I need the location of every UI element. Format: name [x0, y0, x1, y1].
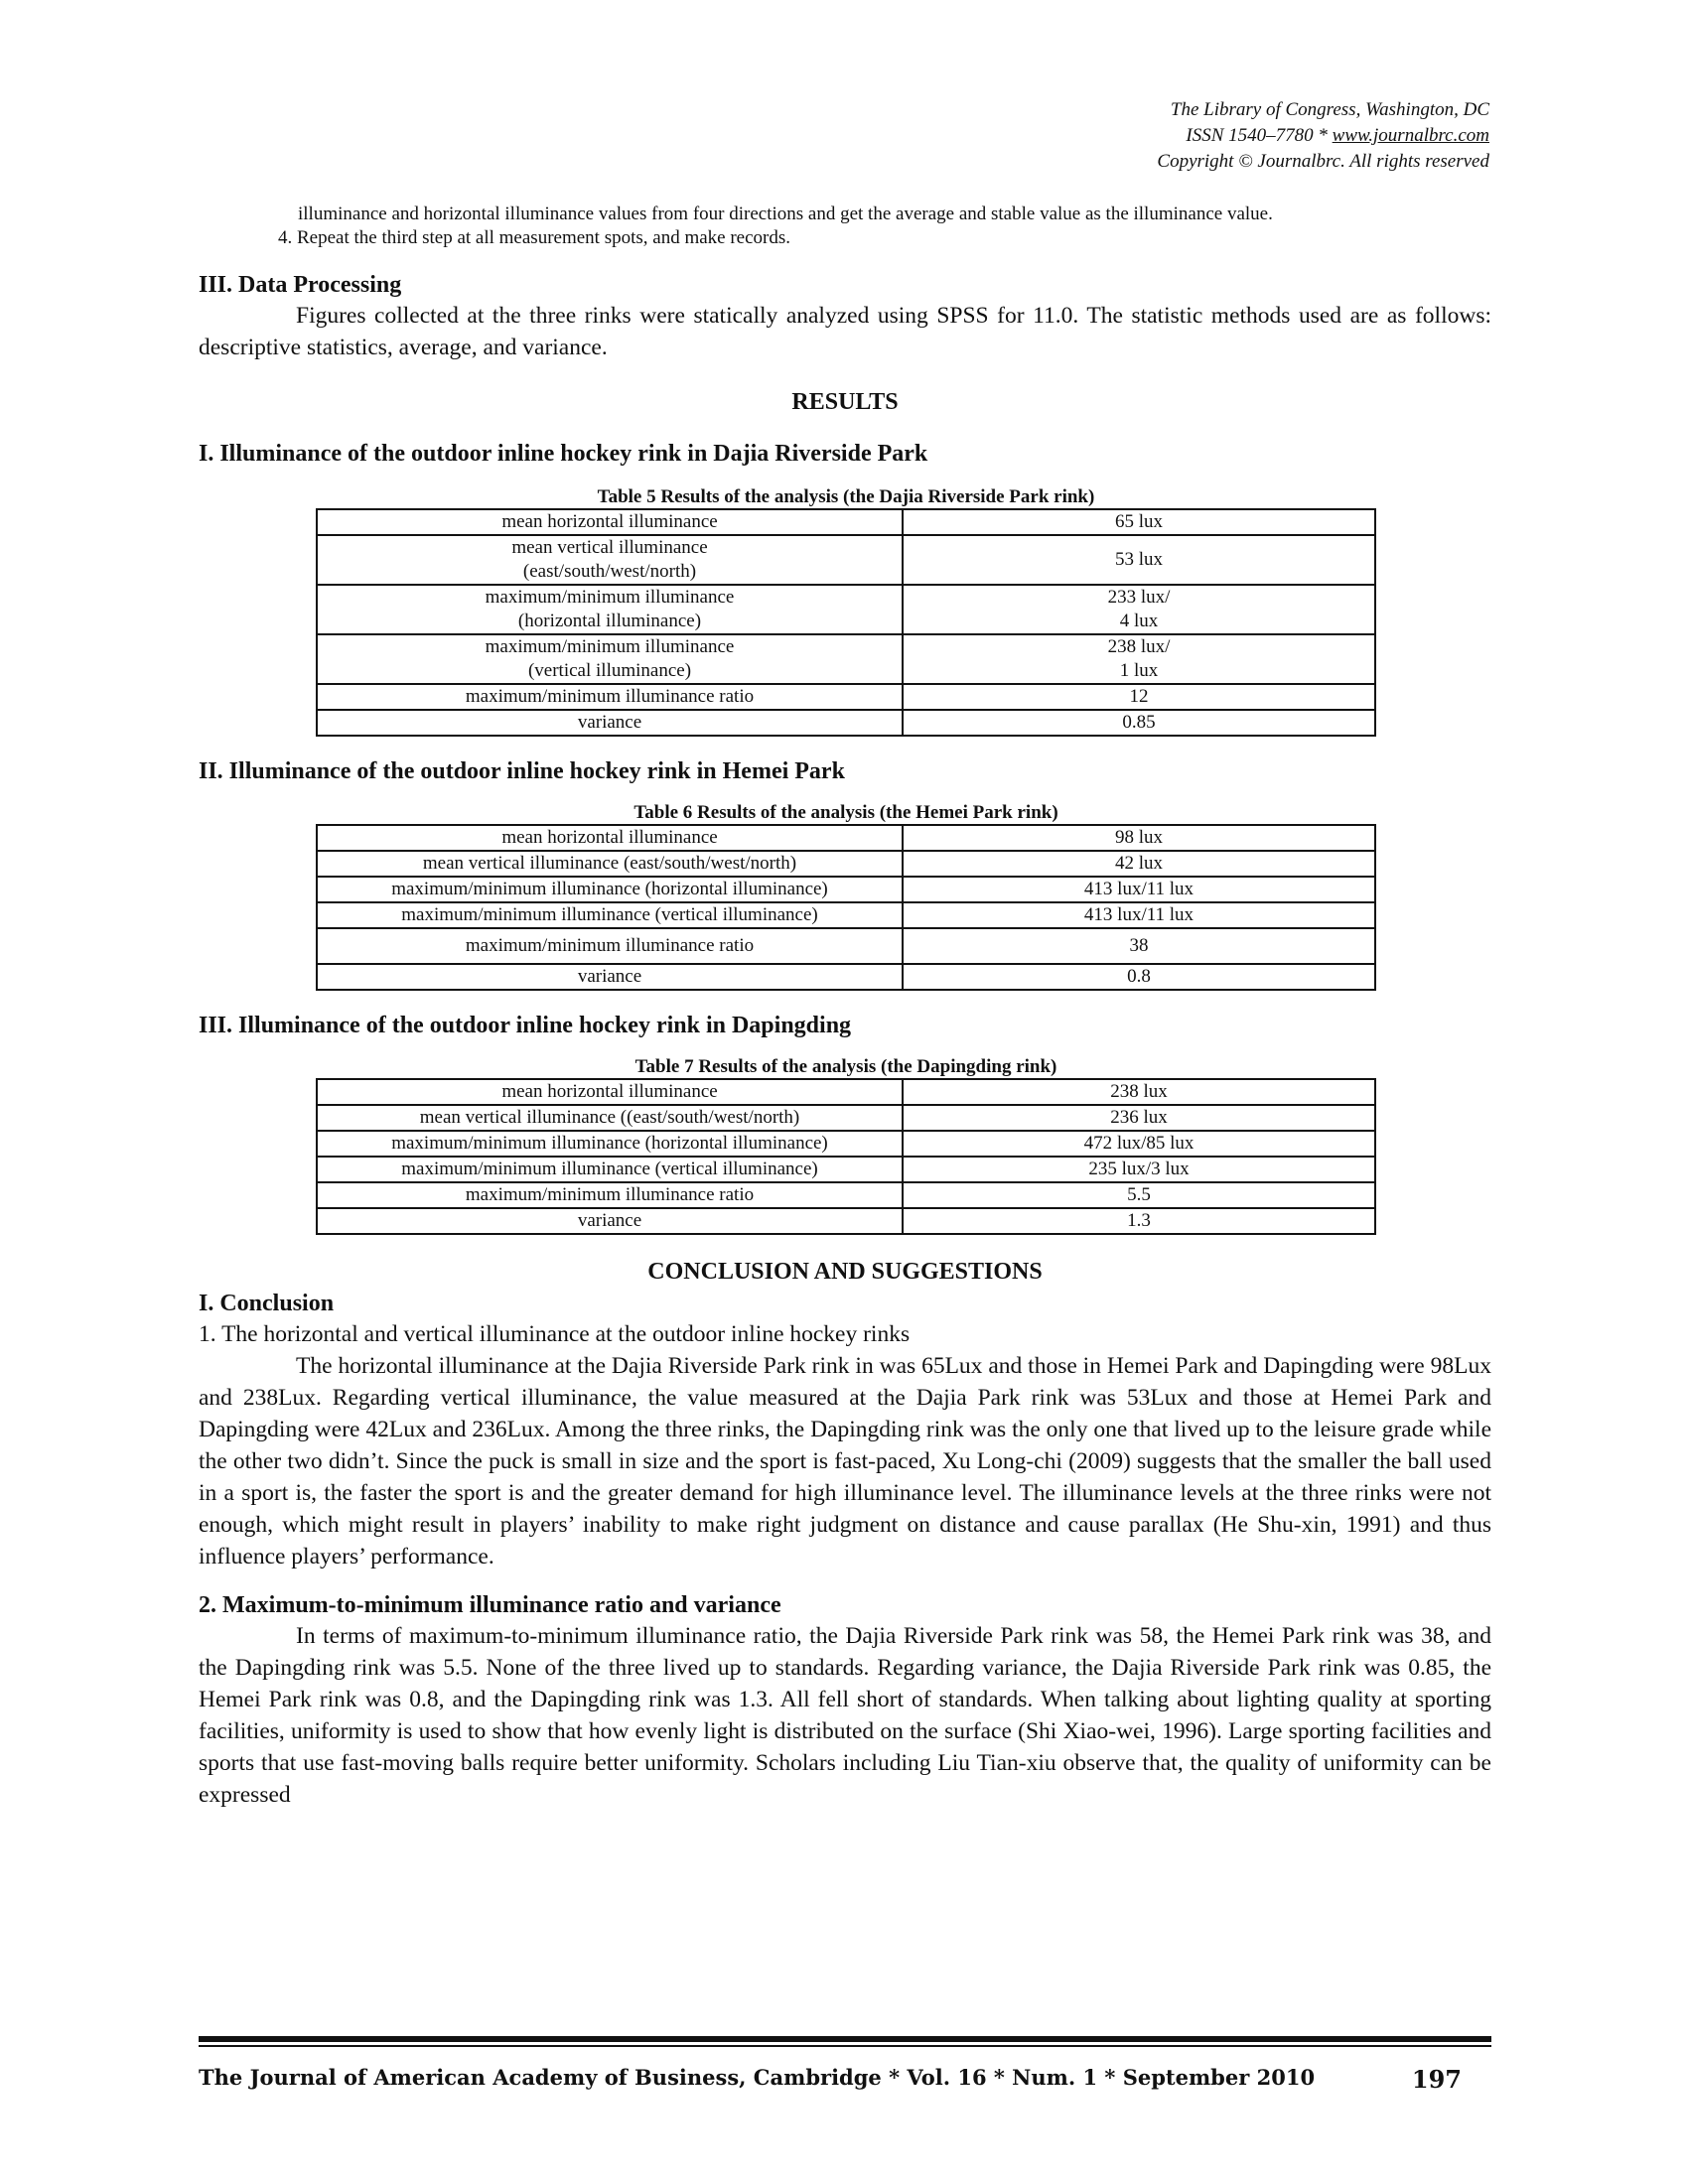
header-issn [1157, 123, 1489, 149]
table-cell-value: 0.85 [903, 710, 1375, 736]
footer [199, 2065, 1491, 2094]
table-row [317, 535, 1375, 585]
table6-caption: Table 6 Results of the analysis (the Hemei Park rink) [633, 802, 1058, 823]
step-4-line: 4. Repeat the third step at all measurement spots, and make records. [278, 227, 791, 248]
table-row [317, 877, 1375, 902]
table-cell-value: 65 lux [903, 509, 1375, 535]
table-cell-label: maximum/minimum illuminance (vertical illuminance) [317, 634, 903, 684]
table5-caption: Table 5 Results of the analysis (the Dajia Riverside Park rink) [597, 486, 1095, 507]
header-copyright: Copyright © Journalbrc. All rights reserved [1157, 151, 1489, 172]
table-cell-label: maximum/minimum illuminance (horizontal illuminance) [317, 585, 903, 634]
table-cell-label: maximum/minimum illuminance (vertical illuminance) [317, 902, 903, 928]
table-row [317, 825, 1375, 851]
page-body [199, 203, 1491, 1811]
footer-rule-thick [199, 2036, 1491, 2042]
table-cell-label: variance [317, 1208, 903, 1234]
table-row [317, 928, 1375, 964]
table-row [317, 1157, 1375, 1182]
running-header [1157, 97, 1489, 175]
table-cell-value: 238 lux/ 1 lux [903, 634, 1375, 684]
table-row [317, 1105, 1375, 1131]
table7 [316, 1078, 1376, 1235]
table-cell-value: 38 [903, 928, 1375, 964]
table-cell-value: 472 lux/85 lux [903, 1131, 1375, 1157]
table-cell-label: maximum/minimum illuminance (horizontal illuminance) [317, 877, 903, 902]
journal-link[interactable]: www.journalbrc.com [1332, 125, 1489, 146]
table-cell-label: variance [317, 964, 903, 990]
header-library: The Library of Congress, Washington, DC [1170, 99, 1489, 120]
table-cell-value: 1.3 [903, 1208, 1375, 1234]
data-processing-text: Figures collected at the three rinks were statically analyzed using SPSS for 11.0. The statistic methods used are as follows: descriptive statistics, average, and variance. [199, 303, 1491, 360]
table-cell-label: mean vertical illuminance (east/south/west/north) [317, 851, 903, 877]
table-cell-value: 413 lux/11 lux [903, 902, 1375, 928]
table-row [317, 1079, 1375, 1105]
table-cell-value: 233 lux/ 4 lux [903, 585, 1375, 634]
table-row [317, 585, 1375, 634]
table-cell-value: 12 [903, 684, 1375, 710]
table6 [316, 824, 1376, 991]
table-cell-label: maximum/minimum illuminance ratio [317, 928, 903, 964]
table-cell-label: maximum/minimum illuminance (vertical illuminance) [317, 1157, 903, 1182]
table-cell-label: mean horizontal illuminance [317, 509, 903, 535]
table-row [317, 851, 1375, 877]
section1-heading: I. Illuminance of the outdoor inline hockey rink in Dajia Riverside Park [199, 441, 928, 467]
table-cell-value: 236 lux [903, 1105, 1375, 1131]
conclusion-paragraph1: The horizontal illuminance at the Dajia Riverside Park rink in was 65Lux and those in Hemei Park and Dapingding were 98Lux and 238Lux. Regarding vertical illuminance, the value measured at the Dajia Park rink was 53Lux and those at Hemei Park and Dapingding were 42Lux and 236Lux. Among the three rinks, the Dapingding rink was the only one that lived up to the leisure grade while the other two didn’t. Since the puck is small in size and the sport is fast-paced, Xu Long-chi (2009) suggests that the smaller the ball used in a sport is, the faster the sport is and the greater demand for high illuminance level. The illuminance levels at the three rinks were not enough, which might result in players’ inability to make right judgment on distance and cause parallax (He Shu-xin, 1991) and thus influence players’ performance. [199, 1353, 1492, 1570]
table-cell-label: variance [317, 710, 903, 736]
table-cell-label: mean horizontal illuminance [317, 1079, 903, 1105]
table-cell-label: maximum/minimum illuminance (horizontal illuminance) [317, 1131, 903, 1157]
table-row [317, 1131, 1375, 1157]
footer-rule-thin [199, 2045, 1491, 2047]
ratio-variance-heading: 2. Maximum-to-minimum illuminance ratio and variance [199, 1592, 781, 1618]
table-cell-value: 42 lux [903, 851, 1375, 877]
table7-caption: Table 7 Results of the analysis (the Dapingding rink) [634, 1056, 1057, 1077]
table-row [317, 710, 1375, 736]
results-heading: RESULTS [791, 389, 899, 415]
table-cell-label: mean vertical illuminance (east/south/west/north) [317, 535, 903, 585]
section2-heading: II. Illuminance of the outdoor inline hockey rink in Hemei Park [199, 758, 845, 784]
data-processing-heading: III. Data Processing [199, 272, 402, 298]
table-cell-label: maximum/minimum illuminance ratio [317, 1182, 903, 1208]
table-row [317, 684, 1375, 710]
table-row [317, 634, 1375, 684]
page-number: 197 [1411, 2065, 1462, 2094]
table-row [317, 509, 1375, 535]
header-issn-prefix: ISSN 1540–7780 * [1186, 125, 1333, 146]
table5 [316, 508, 1376, 737]
footer-journal: The Journal of American Academy of Business, Cambridge * Vol. 16 * Num. 1 * September 2010 [199, 2065, 1316, 2090]
table-cell-label: maximum/minimum illuminance ratio [317, 684, 903, 710]
table-cell-value: 53 lux [903, 535, 1375, 585]
table-row [317, 902, 1375, 928]
table-cell-value: 413 lux/11 lux [903, 877, 1375, 902]
table-cell-value: 98 lux [903, 825, 1375, 851]
table-cell-value: 238 lux [903, 1079, 1375, 1105]
table-cell-label: mean vertical illuminance ((east/south/west/north) [317, 1105, 903, 1131]
table-row [317, 1208, 1375, 1234]
continuation-line: illuminance and horizontal illuminance values from four directions and get the average and stable value as the illuminance value. [298, 204, 1273, 224]
conclusion-subheading: I. Conclusion [199, 1291, 335, 1316]
table-cell-value: 235 lux/3 lux [903, 1157, 1375, 1182]
conclusion-heading: CONCLUSION AND SUGGESTIONS [647, 1259, 1043, 1285]
table-row [317, 964, 1375, 990]
table-cell-value: 0.8 [903, 964, 1375, 990]
table-cell-label: mean horizontal illuminance [317, 825, 903, 851]
ratio-variance-paragraph: In terms of maximum-to-minimum illuminance ratio, the Dajia Riverside Park rink was 58, the Hemei Park rink was 38, and the Dapingding rink was 5.5. None of the three lived up to standards. Regarding variance, the Dajia Riverside Park rink was 0.85, the Hemei Park rink was 0.8, and the Dapingding rink was 1.3. All fell short of standards. When talking about lighting quality at sporting facilities, uniformity is used to show that how evenly light is distributed on the surface (Shi Xiao-wei, 1996). Large sporting facilities and sports that use fast-moving balls require better uniformity. Scholars including Liu Tian-xiu observe that, the quality of uniformity can be expressed [199, 1623, 1491, 1808]
table-row [317, 1182, 1375, 1208]
conclusion-point1: 1. The horizontal and vertical illuminance at the outdoor inline hockey rinks [199, 1321, 911, 1347]
section3-heading: III. Illuminance of the outdoor inline hockey rink in Dapingding [199, 1013, 852, 1038]
table-cell-value: 5.5 [903, 1182, 1375, 1208]
